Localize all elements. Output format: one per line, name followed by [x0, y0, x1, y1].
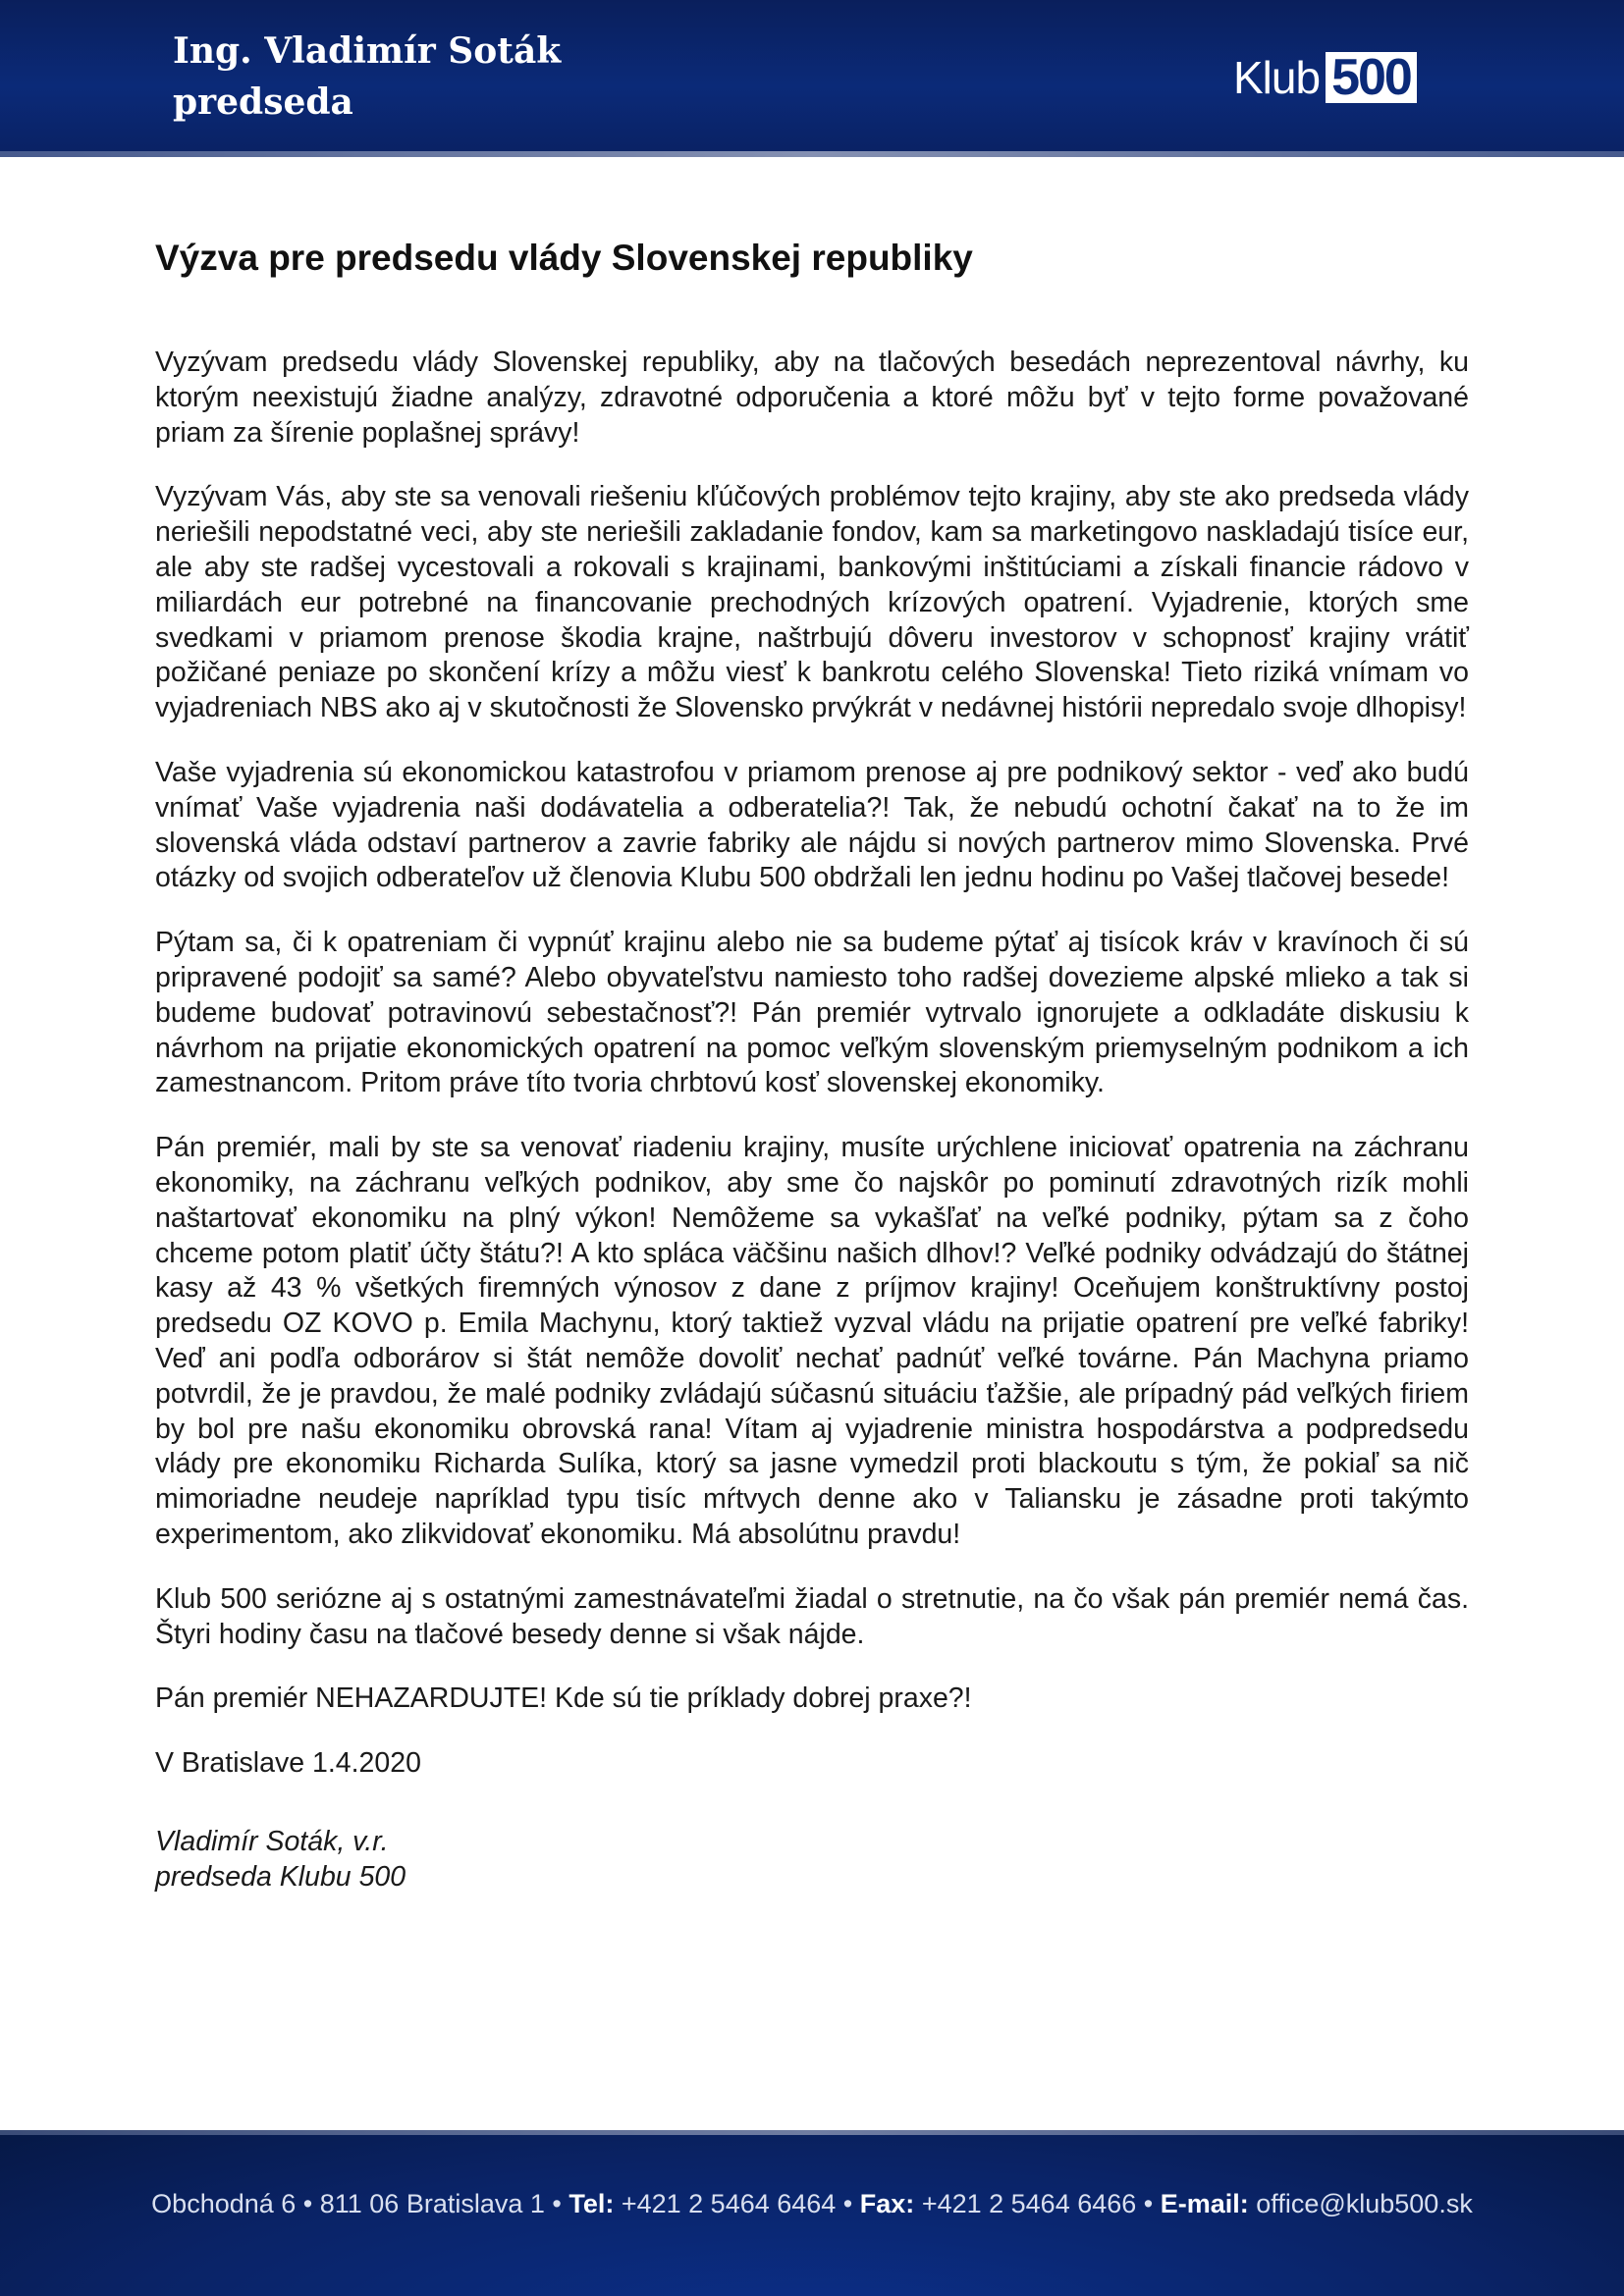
paragraph: Vyzývam Vás, aby ste sa venovali riešeniu kľúčových problémov tejto krajiny, aby ste ako predseda vlády neriešili nepodstatné veci, aby ste neriešili zakladanie fondov, kam sa marketingovo naskladajú tisíce eur, ale aby ste radšej vycestovali a rokovali s krajinami, bankovými inštitúciami a získali financie rádovo v miliardách eur potrebné na financovanie prechodných krízových opatrení. Vyjadrenie, ktorých sme svedkami v priamom prenose škodia krajne, naštrbujú dôveru investorov v schopnosť krajiny vrátiť požičané peniaze po skončení krízy a môžu viesť k bankrotu celého Slovenska! Tieto riziká vnímam vo vyjadreniach NBS ako aj v skutočnosti že Slovensko prvýkrát v nedávnej histórii nepredalo svoje dlhopisy! — [155, 481, 1469, 724]
footer-email: office@klub500.sk — [1248, 2189, 1473, 2218]
letter-body — [155, 346, 1469, 1895]
klub500-logo — [1233, 51, 1417, 104]
sender-block — [173, 26, 561, 128]
signature-name: Vladimír Soták, v.r. — [155, 1825, 389, 1857]
document-title: Výzva pre predsedu vlády Slovenskej republiky — [155, 238, 973, 278]
sender-role: predseda — [173, 81, 353, 123]
email-label: E-mail: — [1160, 2189, 1249, 2218]
letterhead-footer — [0, 2130, 1624, 2296]
tel-label: Tel: — [568, 2189, 615, 2218]
contact-line — [0, 2189, 1624, 2219]
sender-name: Ing. Vladimír Soták — [173, 30, 562, 72]
footer-tel: +421 2 5464 6464 • — [614, 2189, 860, 2218]
logo-number: 500 — [1326, 52, 1417, 103]
paragraph: Pýtam sa, či k opatreniam či vypnúť krajinu alebo nie sa budeme pýtať aj tisícok kráv v kravínoch či sú pripravené podojiť sa samé? Alebo obyvateľstvu namiesto toho radšej dovezieme alpské mlieko a tak si budeme budovať potravinovú sebestačnosť?! Pán premiér vytrvalo ignorujete a odkladáte diskusiu k návrhom na prijatie ekonomických opatrení na pomoc veľkým slovenským priemyselným podnikom a ich zamestnancom. Pritom práve títo tvoria chrbtovú kosť slovenskej ekonomiky. — [155, 927, 1469, 1099]
letterhead-header — [0, 0, 1624, 157]
footer-fax: +421 2 5464 6466 • — [914, 2189, 1161, 2218]
signature-role: predseda Klubu 500 — [155, 1860, 406, 1893]
logo-text: Klub — [1233, 52, 1321, 103]
footer-address: Obchodná 6 • 811 06 Bratislava 1 • — [151, 2189, 569, 2218]
fax-label: Fax: — [859, 2189, 915, 2218]
paragraph: Pán premiér, mali by ste sa venovať riadeniu krajiny, musíte urýchlene iniciovať opatrenia na záchranu ekonomiky, na záchranu veľkých podnikov, aby sme čo najskôr po pominutí zdravotných rizík mohli naštartovať ekonomiku na plný výkon! Nemôžeme sa vykašľať na veľké podniky, pýtam sa z čoho chceme potom platiť účty štátu?! A kto spláca väčšinu našich dlhov!? Veľké podniky odvádzajú do štátnej kasy až 43 % všetkých firemných výnosov z dane z príjmov krajiny! Oceňujem konštruktívny postoj predsedu OZ KOVO p. Emila Machynu, ktorý taktiež vyzval vládu na prijatie opatrení pre veľké fabriky! Veď ani podľa odborárov si štát nemôže dovoliť nechať padnúť veľké továrne. Pán Machyna priamo potvrdil, že je pravdou, že malé podniky zvládajú súčasnú situáciu ťažšie, ale prípadný pád veľkých firiem by bol pre našu ekonomiku obrovská rana! Vítam aj vyjadrenie ministra hospodárstva a podpredsedu vlády pre ekonomiku Richarda Sulíka, ktorý sa jasne vymedzil proti blackoutu s tým, že pokiaľ sa nič mimoriadne neudeje napríklad typu tisíc mŕtvych denne ako v Taliansku je zásadne proti takýmto experimentom, ako zlikvidovať ekonomiku. Má absolútnu pravdu! — [155, 1132, 1469, 1550]
closing-line: Pán premiér NEHAZARDUJTE! Kde sú tie príklady dobrej praxe?! — [155, 1682, 972, 1715]
date-line: V Bratislave 1.4.2020 — [155, 1747, 421, 1780]
paragraph: Klub 500 seriózne aj s ostatnými zamestnávateľmi žiadal o stretnutie, na čo však pán premiér nemá čas. Štyri hodiny času na tlačové besedy denne si však nájde. — [155, 1582, 1469, 1650]
paragraph: Vaše vyjadrenia sú ekonomickou katastrofou v priamom prenose aj pre podnikový sektor - veď ako budú vnímať Vaše vyjadrenia naši dodávatelia a odberatelia?! Tak, že nebudú ochotní čakať na to že im slovenská vláda odstaví partnerov a zavrie fabriky ale nájdu si nových partnerov mimo Slovenska. Prvé otázky od svojich odberateľov už členovia Klubu 500 obdržali len jednu hodinu po Vašej tlačovej besede! — [155, 756, 1469, 894]
signature-block — [155, 1825, 1469, 1896]
paragraph: Vyzývam predsedu vlády Slovenskej republiky, aby na tlačových besedách neprezentoval návrhy, ku ktorým neexistujú žiadne analýzy, zdravotné odporučenia a ktoré môžu byť v tejto forme považované priam za šírenie poplašnej správy! — [155, 347, 1469, 449]
